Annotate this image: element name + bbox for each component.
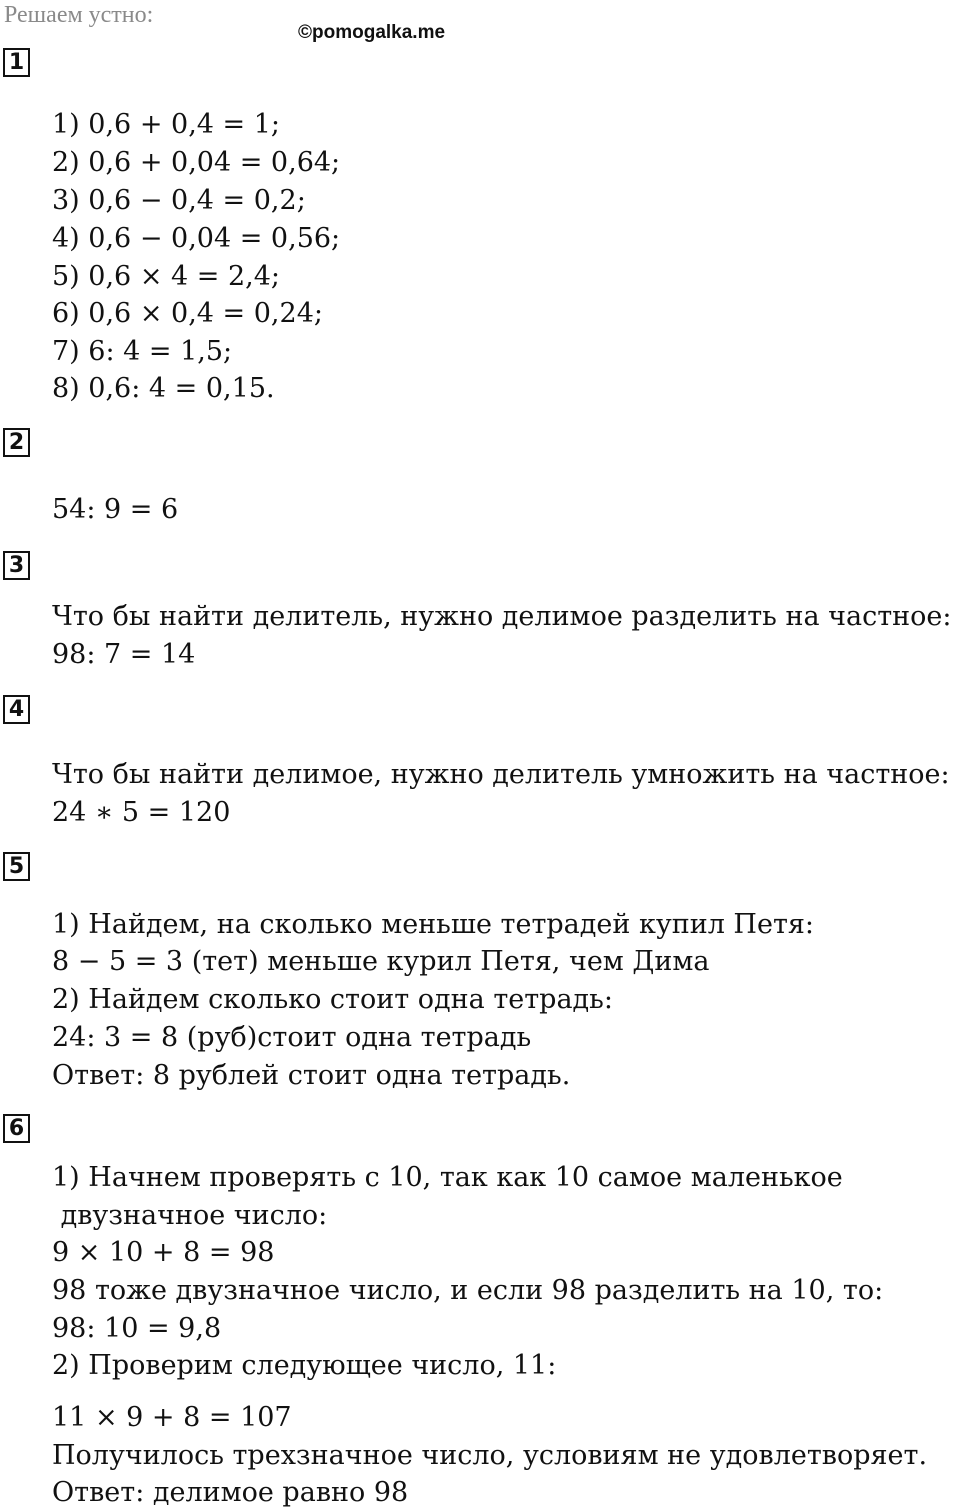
task-5-line-4: 24: 3 = 8 (руб)стоит одна тетрадь <box>52 1022 532 1053</box>
task-5-line-3: 2) Найдем сколько стоит одна тетрадь: <box>52 984 613 1015</box>
task-6-line-2: двузначное число: <box>52 1200 328 1231</box>
task-6-line-6: 2) Проверим следующее число, 11: <box>52 1350 557 1381</box>
watermark: ©pomogalka.me <box>298 22 446 43</box>
task-6-line-3: 9 × 10 + 8 = 98 <box>52 1237 275 1268</box>
task-6-line-5: 98: 10 = 9,8 <box>52 1313 222 1344</box>
task-1-line-3: 3) 0,6 − 0,4 = 0,2; <box>52 185 306 216</box>
task-2-number: 2 <box>3 428 30 457</box>
task-6-number: 6 <box>3 1114 30 1143</box>
task-3-line-2: 98: 7 = 14 <box>52 639 196 670</box>
task-6-line-8: Получилось трехзначное число, условиям не удовлетворяет. <box>52 1440 928 1471</box>
task-1-line-2: 2) 0,6 + 0,04 = 0,64; <box>52 147 341 178</box>
task-6-line-9: Ответ: делимое равно 98 <box>52 1477 409 1508</box>
task-1-line-5: 5) 0,6 × 4 = 2,4; <box>52 261 281 292</box>
task-2-line-1: 54: 9 = 6 <box>52 494 179 525</box>
task-1-line-1: 1) 0,6 + 0,4 = 1; <box>52 109 281 140</box>
task-1-line-7: 7) 6: 4 = 1,5; <box>52 336 233 367</box>
task-1-number: 1 <box>3 48 30 77</box>
task-1-line-4: 4) 0,6 − 0,04 = 0,56; <box>52 223 341 254</box>
task-5-number: 5 <box>3 852 30 881</box>
page-header: Решаем устно: <box>4 2 154 28</box>
task-4-line-1: Что бы найти делимое, нужно делитель умножить на частное: <box>52 759 950 790</box>
task-5-line-2: 8 − 5 = 3 (тет) меньше курил Петя, чем Дима <box>52 946 710 977</box>
task-1-line-8: 8) 0,6: 4 = 0,15. <box>52 373 275 404</box>
task-6-line-1: 1) Начнем проверять с 10, так как 10 самое маленькое <box>52 1162 843 1193</box>
task-1-line-6: 6) 0,6 × 0,4 = 0,24; <box>52 298 323 329</box>
task-6-line-7: 11 × 9 + 8 = 107 <box>52 1402 292 1433</box>
task-6-line-4: 98 тоже двузначное число, и если 98 разделить на 10, то: <box>52 1275 884 1306</box>
task-4-number: 4 <box>3 695 30 724</box>
task-4-line-2: 24 ∗ 5 = 120 <box>52 797 231 828</box>
task-5-line-1: 1) Найдем, на сколько меньше тетрадей купил Петя: <box>52 909 815 940</box>
task-3-number: 3 <box>3 551 30 580</box>
task-3-line-1: Что бы найти делитель, нужно делимое разделить на частное: <box>52 601 952 632</box>
task-5-line-5: Ответ: 8 рублей стоит одна тетрадь. <box>52 1060 571 1091</box>
